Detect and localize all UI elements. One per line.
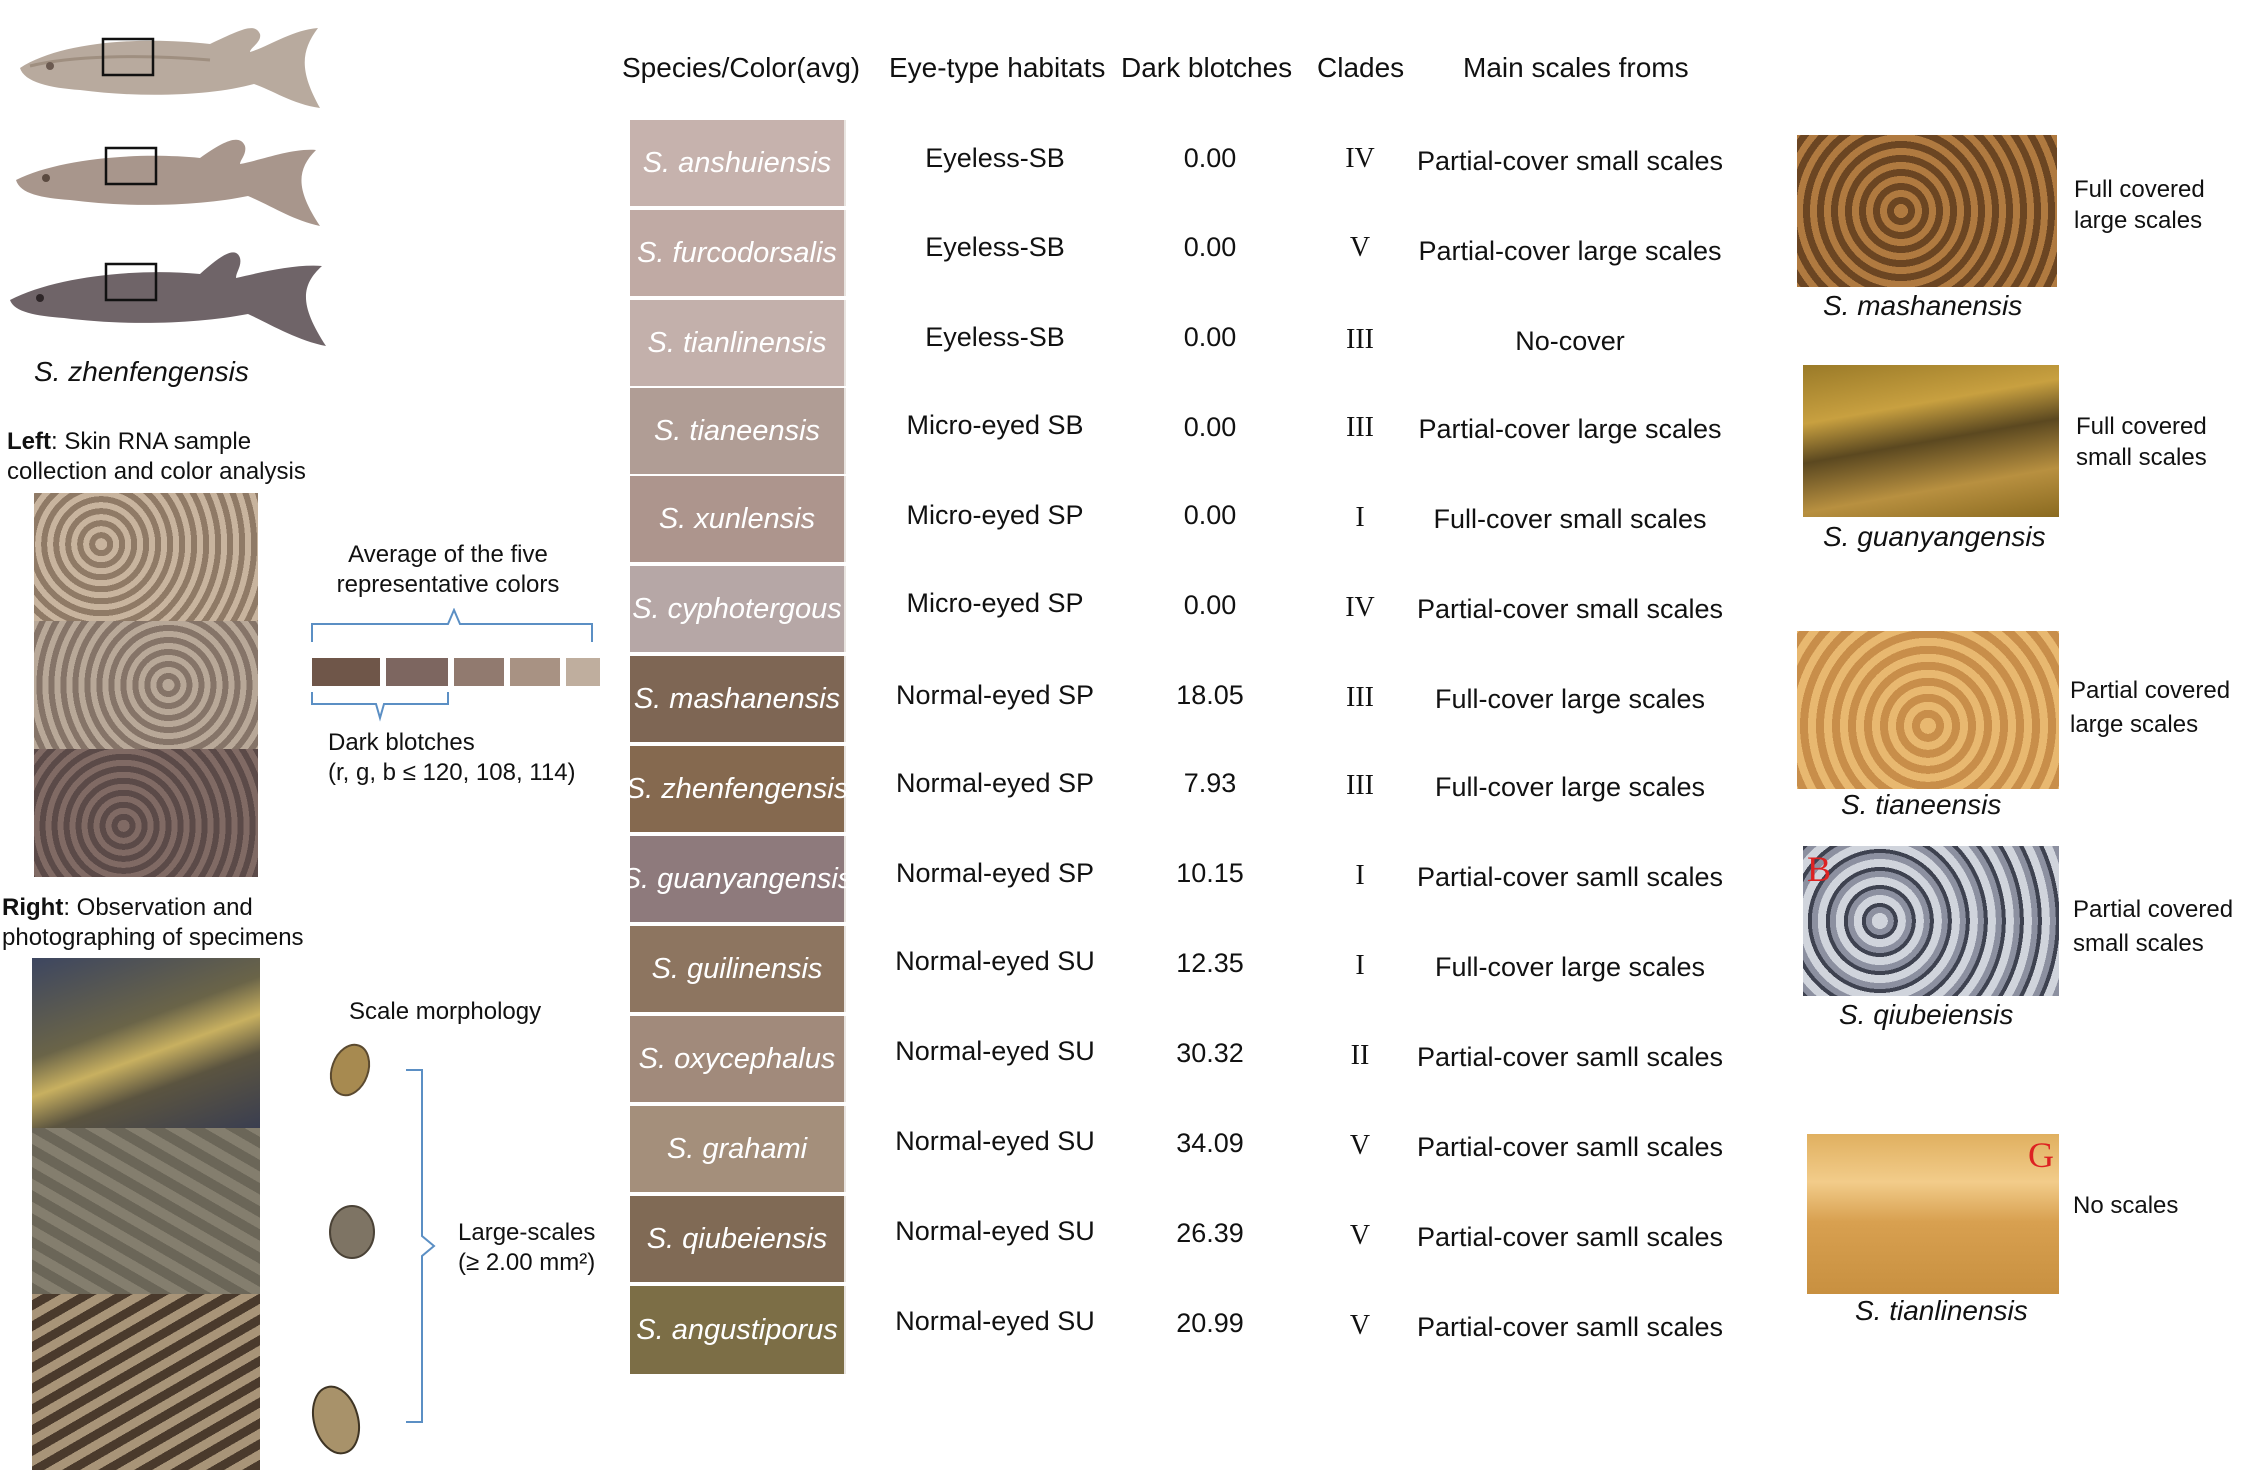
dark-blotch-13: 20.99 bbox=[1176, 1308, 1244, 1338]
species-swatch-12: S. qiubeiensis bbox=[630, 1196, 846, 1282]
avg-colors-label-2: representative colors bbox=[336, 571, 560, 598]
scale-desc-0-line-1: Full covered bbox=[2074, 176, 2205, 203]
main-scales-12: Partial-cover samll scales bbox=[1416, 1222, 1724, 1252]
scale-desc-2-line-2: large scales bbox=[2070, 711, 2199, 738]
color-palette bbox=[312, 658, 600, 686]
main-scales-6: Full-cover large scales bbox=[1434, 684, 1706, 714]
eye-type-13: Normal-eyed SU bbox=[895, 1306, 1095, 1336]
clade-6: III bbox=[1346, 682, 1374, 713]
eye-type-11: Normal-eyed SU bbox=[895, 1126, 1095, 1156]
species-swatch-0: S. anshuiensis bbox=[630, 120, 846, 206]
eye-type-5: Micro-eyed SP bbox=[906, 588, 1084, 618]
eye-type-0: Eyeless-SB bbox=[925, 143, 1065, 173]
main-scales-4: Full-cover small scales bbox=[1433, 504, 1707, 534]
scale-desc-1-line-2: small scales bbox=[2076, 444, 2207, 471]
main-scales-8: Partial-cover samll scales bbox=[1416, 862, 1724, 892]
main-scales-1: Partial-cover large scales bbox=[1418, 236, 1722, 266]
scale-desc-3 bbox=[2073, 893, 2233, 961]
scale-shape-1 bbox=[324, 1040, 376, 1101]
right-caption bbox=[2, 893, 304, 953]
dark-blotch-9: 12.35 bbox=[1176, 948, 1244, 978]
eye-type-4: Micro-eyed SP bbox=[906, 500, 1084, 530]
dark-blotch-1: 0.00 bbox=[1183, 232, 1237, 262]
left-caption-text-1: : Skin RNA sample bbox=[51, 428, 252, 455]
scale-desc-1 bbox=[2076, 411, 2207, 473]
avg-colors-label bbox=[318, 540, 578, 600]
scale-photo-tianeensis bbox=[1797, 631, 2059, 789]
species-swatch-1: S. furcodorsalis bbox=[630, 210, 846, 296]
main-scales-10: Partial-cover samll scales bbox=[1416, 1042, 1724, 1072]
eye-type-2: Eyeless-SB bbox=[925, 322, 1065, 352]
dark-blotch-8: 10.15 bbox=[1176, 858, 1244, 888]
main-scales-2: No-cover bbox=[1515, 326, 1625, 356]
scale-photo-species-2: S. tianeensis bbox=[1841, 789, 2002, 820]
clade-10: II bbox=[1350, 1040, 1370, 1071]
left-caption-text-2: collection and color analysis bbox=[7, 458, 306, 485]
dark-blotches-label bbox=[328, 728, 576, 788]
scale-desc-3-line-1: Partial covered bbox=[2073, 896, 2234, 923]
dark-blotch-3: 0.00 bbox=[1183, 412, 1237, 442]
species-swatch-9: S. guilinensis bbox=[630, 926, 846, 1012]
main-scales-0: Partial-cover small scales bbox=[1416, 146, 1724, 176]
dark-blotch-12: 26.39 bbox=[1176, 1218, 1244, 1248]
dark-blotch-4: 0.00 bbox=[1183, 500, 1237, 530]
dark-blotch-0: 0.00 bbox=[1183, 143, 1237, 173]
eye-type-12: Normal-eyed SU bbox=[895, 1216, 1095, 1246]
palette-color-2 bbox=[386, 658, 448, 686]
scale-desc-3-line-2: small scales bbox=[2073, 930, 2204, 957]
large-scales-label-2: (≥ 2.00 mm²) bbox=[458, 1249, 596, 1276]
fish-photo-3 bbox=[10, 252, 326, 346]
brace-top bbox=[308, 608, 598, 648]
species-swatch-6: S. mashanensis bbox=[630, 656, 846, 742]
eye-type-8: Normal-eyed SP bbox=[895, 858, 1095, 888]
eye-type-3: Micro-eyed SB bbox=[906, 410, 1084, 440]
species-swatch-10: S. oxycephalus bbox=[630, 1016, 846, 1102]
specimen-photo-1 bbox=[32, 958, 260, 1128]
clade-1: V bbox=[1349, 232, 1371, 263]
palette-color-4 bbox=[510, 658, 560, 686]
scale-photo-guanyangensis bbox=[1803, 365, 2059, 517]
eye-type-10: Normal-eyed SU bbox=[895, 1036, 1095, 1066]
species-swatch-5: S. cyphotergous bbox=[630, 566, 846, 652]
fish-photo-1 bbox=[20, 28, 320, 108]
species-swatch-8: S. guanyangensis bbox=[630, 836, 846, 922]
dark-blotch-10: 30.32 bbox=[1176, 1038, 1244, 1068]
large-scales-label bbox=[458, 1218, 595, 1278]
scale-photo-species-4: S. tianlinensis bbox=[1855, 1295, 2028, 1326]
scale-shapes bbox=[300, 1040, 440, 1470]
palette-color-1 bbox=[312, 658, 380, 686]
palette-color-5 bbox=[566, 658, 600, 686]
species-swatch-11: S. grahami bbox=[630, 1106, 846, 1192]
eye-type-9: Normal-eyed SU bbox=[895, 946, 1095, 976]
species-swatch-2: S. tianlinensis bbox=[630, 300, 846, 386]
dark-blotch-7: 7.93 bbox=[1183, 768, 1237, 798]
scale-photo-species-0: S. mashanensis bbox=[1823, 290, 2023, 321]
right-bold-label: Right bbox=[2, 894, 64, 921]
dark-blotch-2: 0.00 bbox=[1183, 322, 1237, 352]
species-swatch-3: S. tianeensis bbox=[630, 388, 846, 474]
skin-sample-2 bbox=[34, 621, 258, 749]
scale-desc-2-line-1: Partial covered bbox=[2070, 677, 2231, 704]
header-clades: Clades bbox=[1317, 52, 1405, 83]
palette-color-3 bbox=[454, 658, 504, 686]
scale-morphology-label: Scale morphology bbox=[349, 998, 542, 1025]
scale-photo-species-3: S. qiubeiensis bbox=[1839, 999, 2014, 1030]
main-scales-3: Partial-cover large scales bbox=[1418, 414, 1722, 444]
fish-species-label: S. zhenfengensis bbox=[34, 356, 249, 387]
specimen-photo-2 bbox=[32, 1128, 260, 1294]
clade-4: I bbox=[1355, 502, 1365, 533]
brace-bottom bbox=[308, 690, 458, 722]
clade-5: IV bbox=[1345, 592, 1375, 623]
scale-shape-3 bbox=[306, 1381, 366, 1458]
fish-photos bbox=[0, 0, 340, 360]
scale-photo-tianlinensis bbox=[1807, 1134, 2059, 1294]
dark-blotches-label-2: (r, g, b ≤ 120, 108, 114) bbox=[328, 759, 576, 786]
clade-11: V bbox=[1349, 1130, 1371, 1161]
large-scales-label-1: Large-scales bbox=[458, 1219, 596, 1246]
clade-2: III bbox=[1346, 324, 1374, 355]
main-scales-7: Full-cover large scales bbox=[1434, 772, 1706, 802]
scale-desc-0-line-2: large scales bbox=[2074, 207, 2203, 234]
scale-desc-4: No scales bbox=[2073, 1192, 2179, 1219]
scale-photo-marker-b: B bbox=[1807, 849, 1832, 889]
main-scales-9: Full-cover large scales bbox=[1434, 952, 1706, 982]
clade-12: V bbox=[1349, 1220, 1371, 1251]
species-swatch-4: S. xunlensis bbox=[630, 476, 846, 562]
dark-blotch-5: 0.00 bbox=[1183, 590, 1237, 620]
specimen-photo-3 bbox=[32, 1294, 260, 1470]
eye-type-1: Eyeless-SB bbox=[925, 232, 1065, 262]
right-caption-text-1: : Observation and bbox=[63, 894, 253, 921]
dark-blotch-6: 18.05 bbox=[1176, 680, 1244, 710]
clade-7: III bbox=[1346, 770, 1374, 801]
header-species-color: Species/Color(avg) bbox=[622, 52, 861, 83]
scale-shape-2 bbox=[330, 1206, 374, 1258]
left-caption bbox=[7, 427, 306, 487]
header-dark-blotches: Dark blotches bbox=[1121, 52, 1293, 83]
header-eye-type: Eye-type habitats bbox=[889, 52, 1106, 83]
clade-3: III bbox=[1346, 412, 1374, 443]
scale-desc-2 bbox=[2070, 674, 2230, 742]
eye-type-6: Normal-eyed SP bbox=[895, 680, 1095, 710]
skin-sample-3 bbox=[34, 749, 258, 877]
scale-photo-qiubeiensis bbox=[1803, 846, 2059, 996]
skin-sample-1 bbox=[34, 493, 258, 621]
species-swatch-13: S. angustiporus bbox=[630, 1286, 846, 1374]
scale-photo-mashanensis bbox=[1797, 135, 2057, 287]
scale-desc-0 bbox=[2074, 174, 2205, 236]
eye-type-7: Normal-eyed SP bbox=[895, 768, 1095, 798]
main-scales-13: Partial-cover samll scales bbox=[1416, 1312, 1724, 1342]
header-main-scales: Main scales froms bbox=[1463, 52, 1689, 83]
clade-0: IV bbox=[1345, 143, 1375, 174]
dark-blotch-11: 34.09 bbox=[1176, 1128, 1244, 1158]
clade-13: V bbox=[1349, 1310, 1371, 1341]
scale-photo-species-1: S. guanyangensis bbox=[1823, 521, 2046, 552]
fish-photo-2 bbox=[16, 140, 320, 226]
species-swatch-7: S. zhenfengensis bbox=[630, 746, 846, 832]
main-scales-11: Partial-cover samll scales bbox=[1416, 1132, 1724, 1162]
avg-colors-label-1: Average of the five bbox=[348, 541, 548, 568]
scale-photo-marker-g: G bbox=[2028, 1135, 2054, 1175]
dark-blotches-label-1: Dark blotches bbox=[328, 729, 475, 756]
right-caption-text-2: photographing of specimens bbox=[2, 924, 304, 951]
left-bold-label: Left bbox=[7, 428, 51, 455]
clade-8: I bbox=[1355, 860, 1365, 891]
main-scales-5: Partial-cover small scales bbox=[1416, 594, 1724, 624]
clade-9: I bbox=[1355, 950, 1365, 981]
scale-desc-1-line-1: Full covered bbox=[2076, 413, 2207, 440]
